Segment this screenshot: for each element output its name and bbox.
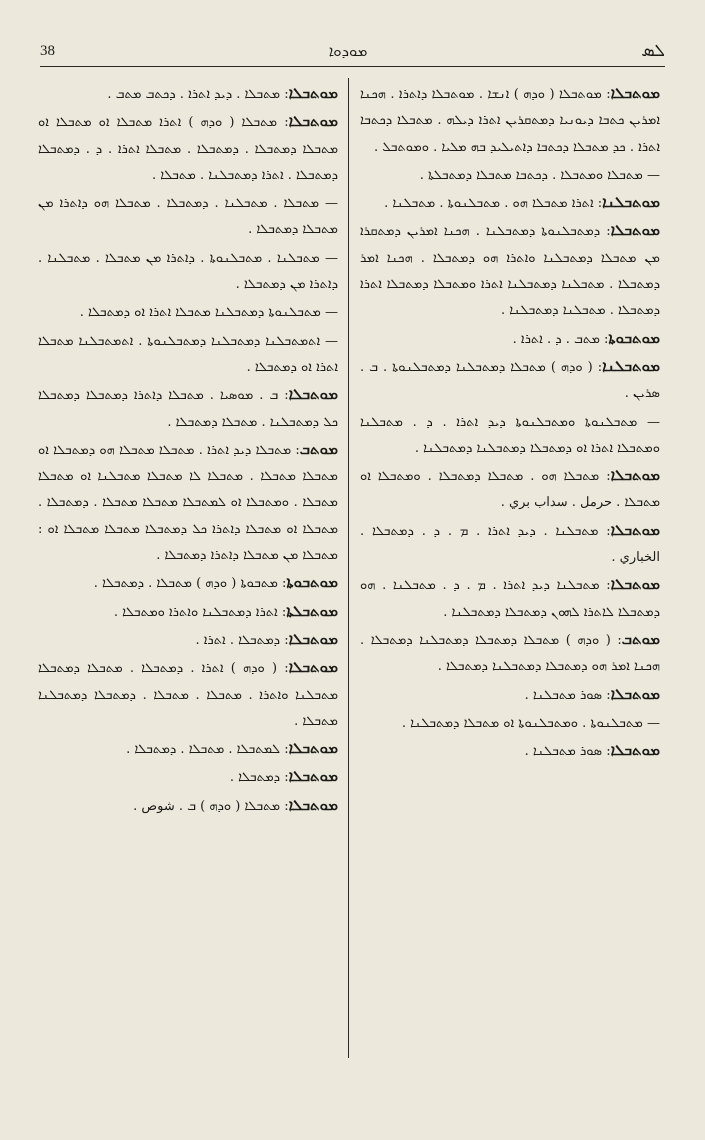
entry-headword: ܡܘܬܒܠܬܐ: [286, 601, 338, 620]
entry-headword: ܡܘܬܒܠܐ: [288, 739, 338, 758]
dictionary-entry: [360, 462, 660, 517]
entry-definition: : ܠܡܬܒܠܐ . ܡܬܒܠܐ . ܕܡܬܒܠܐ .: [126, 742, 289, 758]
entry-definition: : ܕܡܬܒܠܐ .: [229, 770, 289, 786]
entry-definition: : ܒ . ܡܘܣܝܐ . ܡܬܒܠܐ ܕܐܬܪܐ ܕܡܬܒܠܐ ܕܡܬܒܠܐ ܟܠ ܕܡܬܒܠܢܐ . ܡܬܒܠܐ ܕܡܬܒܠܐ .: [38, 388, 338, 430]
dictionary-entry: [38, 381, 338, 436]
entry-headword: ܡܘܬܒܘܬܐ: [286, 573, 338, 592]
entry-headword: ܡܘܬܒܠܐ: [610, 520, 660, 539]
dictionary-entry: [38, 735, 338, 763]
entry-headword: ܡܘܬܒܠܐ: [288, 767, 338, 786]
page-number: 38: [40, 42, 55, 59]
entry-definition: — ܡܬܒܠܐ . ܡܬܒܠܢܐ . ܕܡܬܒܠܐ . ܡܬܒܠܐ ܗܘ ܕܐܬܪܐ ܡܢ ܡܬܒܠܐ ܕܡܬܒܠܐ .: [38, 196, 338, 238]
left-column: [38, 80, 338, 820]
dictionary-entry: [38, 327, 338, 382]
dictionary-entry: [38, 298, 338, 326]
entry-definition: : ( ܘܕܗ ) ܡܬܒܠܐ ܕܡܬܒܠܢܐ ܕܡܬܒܠܢܘܬܐ . ܒ . ܣܪܝܢ .: [360, 359, 660, 402]
dictionary-entry: [38, 244, 338, 299]
dictionary-entry: [38, 763, 338, 791]
dictionary-entry: [38, 189, 338, 244]
dictionary-entry: [38, 436, 338, 569]
page-header: [40, 38, 665, 64]
dictionary-entry: [360, 80, 660, 161]
entry-definition: : ܕܡܬܒܠܢܘܬܐ ܕܡܬܒܠܢܐ . ܗܟܢܐ ܐܡܪܝܢ ܕܡܬܩܪܐ ܡܢ ܡܬܒܠܐ ܕܡܬܒܠܢܐ ܘܐܬܪܐ ܗܘ ܕܡܬܒܠܐ . ܗܟܢܐ ܐܡܪ ܕܡܬܒܠܐ . ܡܬܒܠܢܐ ܕܡܬܒܠܢܐ ܐܬܪܐ ܘܡܬܒܠܐ ܕܡܬܒܠܐ ܐܬܪܐ ܕܡܬܒܠܐ . ܡܬܒܠܢܐ ܕܡܬܒܠܢܐ .: [360, 224, 660, 319]
entry-definition: : ܣܘܪ ܡܬܒܠܢܐ .: [524, 744, 611, 760]
entry-headword: ܡܘܬܒܠܐ: [288, 84, 338, 102]
column-divider: [348, 78, 349, 1058]
dictionary-entry: [360, 737, 660, 765]
dictionary-entry: [38, 792, 338, 820]
entry-headword: ܡܘܬܒܠܢܐ: [602, 356, 660, 375]
entry-definition: : ( ܘܕܗ ) ܐܬܪܐ . ܕܡܬܒܠܐ . ܡܬܒܠܐ ܕܡܬܒܠܐ ܡܬܒܠܢܐ ܘܐܬܪܐ . ܡܬܒܠܐ . ܡܬܒܠܐ . ܕܡܬܒܠܐ ܕܡܬܒܠܢܐ ܡܬܒܠܐ .: [38, 661, 338, 729]
dictionary-entry: [360, 626, 660, 681]
entry-definition: : ܡܬܒܠܢܐ ܕܝܕ ܐܬܪܐ . ܡ . ܕ . ܡܬܒܠܢܐ . ܗܘ ܕܡܬܒܠܐ ܠܐܬܪܐ ܠܗܘܢ ܕܡܬܒܠܐ ܕܡܬܒܠܢܐ .: [360, 578, 660, 620]
entry-headword: ܡܘܬܒܠܐ: [288, 385, 338, 404]
entry-headword: ܡܘܬܒܠܐ: [288, 658, 338, 677]
dictionary-entry: [360, 517, 660, 572]
entry-headword: ܡܘܬܒܠܐ: [288, 795, 338, 814]
dictionary-entry: [38, 626, 338, 654]
entry-definition: : ܡܬܒ . ܕ . ܐܬܪܐ .: [512, 331, 609, 347]
header-rule: [40, 66, 665, 67]
entry-headword: ܡܘܬܒܘܬܐ: [608, 328, 660, 347]
entry-definition: — ܡܬܒܠܢܘܬܐ ܘܡܬܒܠܢܘܬܐ ܕܝܕ ܐܬܪܐ . ܕ . ܡܬܒܠܢܐ ܘܡܬܒܠܐ ܐܬܪܐ ܐܘ ܕܡܬܒܠܐ ܕܡܬܒܠܢܐ ܕܡܬܒܠܢܐ .: [360, 414, 660, 456]
entry-headword: ܡܘܬܒܠܐ: [610, 466, 660, 485]
entry-headword: ܡܘܬܒܠܐ: [610, 84, 660, 102]
entry-definition: : ܡܬܒܠܐ ܗܘ . ܡܬܒܠܐ ܕܡܬܒܠܐ . ܘܡܬܒܠܐ ܐܘ ܡܬܒܠܐ . حرمل . سداب بري .: [360, 469, 660, 511]
entry-definition: : ܡܬܒܠܐ . ܕܝܕ ܐܬܪܐ . ܕܟܬܒ ܡܬܒ .: [107, 87, 289, 102]
entry-definition: — ܡܬܒܠܐ ܘܡܬܒܠܐ . ܕܟܬܒܐ ܡܬܒܠܐ ܕܡܬܒܠܬܐ .: [419, 167, 660, 183]
dictionary-entry: [38, 654, 338, 735]
entry-definition: — ܡܬܒܠܢܘܬܐ ܕܡܬܒܠܢܐ ܡܬܒܠܐ ܐܬܪܐ ܐܘ ܕܡܬܒܠܐ .: [79, 305, 338, 321]
dictionary-entry: [38, 569, 338, 597]
dictionary-entry: [360, 353, 660, 408]
entry-headword: ܡܘܬܒܠܐ: [610, 684, 660, 703]
dictionary-entry: [360, 571, 660, 626]
section-mark: ܠܣ: [641, 41, 665, 61]
entry-headword: ܡܘܬܒܠܐ: [610, 221, 660, 240]
entry-definition: : ܡܬܒܠܐ ܕܝܕ ܐܬܪܐ . ܡܬܒܠܐ ܡܬܒܠܐ ܗܘ ܕܡܬܒܠܐ ܐܘ ܡܬܒܠܐ ܡܬܒܠܐ . ܡܬܒܠܐ ܠܐ ܡܬܒܠܐ ܡܬܒܠܢܐ ܐܘ ܡܬܒܠܐ ܡܬܒܠܐ . ܘܡܬܒܠܐ ܐܘ ܠܡܬܒܠܐ ܡܬܒܠܐ ܡܬܒܠܐ . ܕܡܬܒܠܐ . ܡܬܒܠܐ ܐܘ ܡܬܒܠܐ ܕܐܬܪܐ ܟܠ ܕܡܬܒܠܐ ܡܬܒܠܐ ܡܬܒܠܐ ܐܘ : ܡܬܒܠܐ ܡܢ ܡܬܒܠܐ ܕܐܬܪܐ ܕܡܬܒܠܐ .: [38, 442, 338, 564]
entry-definition: — ܡܬܒܠܢܘܬܐ . ܘܡܬܒܠܢܘܬܐ ܐܘ ܡܬܒܠܐ ܕܡܬܒܠܢܐ .: [401, 715, 660, 731]
dictionary-entry: [360, 189, 660, 217]
entry-definition: — ܡܬܒܠܢܐ . ܡܬܒܠܢܘܬܐ . ܕܐܬܪܐ ܡܢ ܡܬܒܠܐ . ܡܬܒܠܢܐ . ܕܐܬܪܐ ܡܢ ܕܡܬܒܠܐ .: [38, 250, 338, 293]
entry-headword: ܡܘܬܒܠܐ: [288, 112, 338, 131]
entry-definition: : ܡܬܒܠܢܐ . ܕܝܕ ܐܬܪܐ . ܡ . ܕ . ܕܡܬܒܠܐ . الخباري .: [360, 523, 660, 566]
entry-definition: : ܐܬܪܐ ܕܡܬܒܠܢܐ ܘܐܬܪܐ ܘܡܬܒܠܐ .: [113, 604, 287, 620]
dictionary-entry: [360, 408, 660, 463]
entry-definition: : ( ܘܕܗ ) ܡܬܒܠܐ ܕܡܬܒܠܐ ܕܡܬܒܠܢܐ ܕܡܬܒܠܐ . ܗܟܢܐ ܐܡܪ ܗܘ ܕܡܬܒܠܐ ܕܡܬܒܠܢܐ ܕܡܬܒܠܐ .: [360, 632, 660, 675]
right-column: [360, 80, 660, 765]
dictionary-entry: [38, 108, 338, 189]
dictionary-entry: [360, 217, 660, 324]
entry-definition: : ܡܬܒܠܐ ( ܘܕܗ ) ܐܬܪܐ ܡܬܒܠܐ ܐܘ ܡܬܒܠܐ ܐܘ ܡܬܒܠܐ ܕܡܬܒܠܐ . ܕܡܬܒܠܐ . ܡܬܒܠܐ ܐܬܪܐ . ܕ . ܕܡܬܒܠܐ ܕܡܬܒܠܐ . ܐܬܪܐ ܕܡܬܒܠܢܐ . ܡܬܒܠܐ .: [38, 115, 338, 183]
entry-headword: ܡܘܬܒܠܐ: [288, 629, 338, 648]
dictionary-entry: [360, 681, 660, 709]
dictionary-entry: [38, 80, 338, 108]
entry-definition: : ܡܬܒܘܬܐ ( ܘܕܗ ) ܡܬܒܠܐ . ܕܡܬܒܠܐ .: [93, 576, 287, 592]
dictionary-entry: [360, 161, 660, 189]
entry-definition: : ܕܡܬܒܠܐ . ܐܬܪܐ .: [195, 632, 289, 648]
entry-definition: : ܐܬܪܐ ܡܬܒܠܐ ܗܘ . ܡܬܒܠܢܘܬܐ . ܡܬܒܠܢܐ .: [384, 196, 603, 212]
entry-headword: ܡܘܬܒܠܐ: [610, 741, 660, 760]
running-head: ܡܘܕܘܐ: [328, 42, 368, 60]
entry-definition: — ܐܬܡܬܒܠܢܐ ܕܡܬܒܠܢܐ ܕܡܬܒܠܢܘܬܐ . ܐܬܡܬܒܠܢܐ ܡܬܒܠܐ ܐܬܪܐ ܐܘ ܕܡܬܒܠܐ .: [38, 333, 338, 375]
entry-definition: : ܣܘܪ ܡܬܒܠܢܐ .: [524, 687, 611, 703]
entry-headword: ܡܘܬܒ: [299, 439, 338, 458]
dictionary-entry: [360, 709, 660, 737]
dictionary-entry: [38, 598, 338, 626]
entry-definition: : ܡܘܬܒܠܐ ( ܘܕܗ ) ܐܢܫܐ . ܡܘܬܒܠܐ ܕܐܬܪܐ . ܗܟܢܐ ܐܡܪܝܢ ܟܬܒܐ ܕܝܘܢܝܐ ܕܡܬܩܪܝܢ ܐܬܪܐ ܕܝܠܗ . ܡܬܒܠܐ ܕܟܬܒܐ ܐܬܪܐ . ܟܕ ܡܬܒܠܐ ܕܟܬܒܐ ܕܐܬܝܠܝܕ ܒܗ ܡܠܝܐ . ܘܡܘܬܒܠ .: [360, 87, 660, 155]
entry-definition: : ܡܬܒܠܐ ( ܘܕܗ ) ܒ . شوص .: [133, 798, 289, 814]
entry-headword: ܡܘܬܒܠܢܐ: [602, 193, 660, 212]
entry-headword: ܡܘܬܒ: [621, 629, 660, 648]
dictionary-entry: [360, 325, 660, 353]
entry-headword: ܡܘܬܒܠܐ: [610, 575, 660, 594]
